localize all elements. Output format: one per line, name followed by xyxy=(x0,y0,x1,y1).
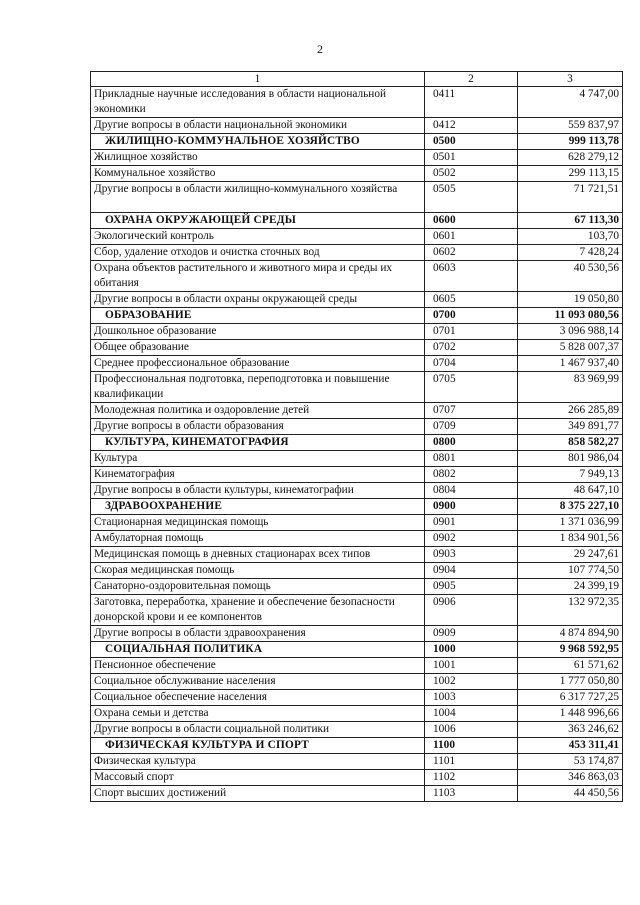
row-amount-cell: 40 530,56 xyxy=(518,261,623,292)
section-name-cell: ЗДРАВООХРАНЕНИЕ xyxy=(91,499,425,515)
table-row xyxy=(91,658,623,674)
row-code-cell: 0500 xyxy=(425,134,518,150)
row-code-cell: 0412 xyxy=(425,118,518,134)
table-row xyxy=(91,754,623,770)
row-name-cell: Другие вопросы в области образования xyxy=(91,419,425,435)
table-row xyxy=(91,786,623,802)
row-name-cell: Скорая медицинская помощь xyxy=(91,563,425,579)
row-amount-cell: 266 285,89 xyxy=(518,403,623,419)
table-row xyxy=(91,579,623,595)
row-name-cell: Профессиональная подготовка, переподготовка и повышение квалификации xyxy=(91,372,425,403)
row-amount-cell: 5 828 007,37 xyxy=(518,340,623,356)
row-name-cell: Стационарная медицинская помощь xyxy=(91,515,425,531)
table-section-row xyxy=(91,213,623,229)
section-name-cell: ОХРАНА ОКРУЖАЮЩЕЙ СРЕДЫ xyxy=(91,213,425,229)
row-name-cell: Другие вопросы в области социальной политики xyxy=(91,722,425,738)
row-amount-cell: 363 246,62 xyxy=(518,722,623,738)
table-row xyxy=(91,467,623,483)
row-code-cell: 0707 xyxy=(425,403,518,419)
row-code-cell: 0700 xyxy=(425,308,518,324)
row-amount-cell: 83 969,99 xyxy=(518,372,623,403)
row-code-cell: 0505 xyxy=(425,182,518,213)
row-amount-cell: 1 467 937,40 xyxy=(518,356,623,372)
row-code-cell: 0904 xyxy=(425,563,518,579)
row-amount-cell: 132 972,35 xyxy=(518,595,623,626)
table-row xyxy=(91,626,623,642)
row-name-cell: Массовый спорт xyxy=(91,770,425,786)
row-code-cell: 1002 xyxy=(425,674,518,690)
table-row xyxy=(91,403,623,419)
row-code-cell: 1006 xyxy=(425,722,518,738)
row-amount-cell: 7 949,13 xyxy=(518,467,623,483)
row-code-cell: 0501 xyxy=(425,150,518,166)
table-row xyxy=(91,451,623,467)
row-amount-cell: 349 891,77 xyxy=(518,419,623,435)
table-row xyxy=(91,722,623,738)
row-code-cell: 0801 xyxy=(425,451,518,467)
table-row xyxy=(91,118,623,134)
row-code-cell: 0705 xyxy=(425,372,518,403)
row-amount-cell: 453 311,41 xyxy=(518,738,623,754)
table-row xyxy=(91,563,623,579)
row-code-cell: 0704 xyxy=(425,356,518,372)
row-name-cell: Молодежная политика и оздоровление детей xyxy=(91,403,425,419)
table-row xyxy=(91,515,623,531)
row-name-cell: Физическая культура xyxy=(91,754,425,770)
row-code-cell: 1001 xyxy=(425,658,518,674)
row-amount-cell: 24 399,19 xyxy=(518,579,623,595)
row-name-cell: Среднее профессиональное образование xyxy=(91,356,425,372)
table-row xyxy=(91,150,623,166)
row-amount-cell: 11 093 080,56 xyxy=(518,308,623,324)
row-code-cell: 0802 xyxy=(425,467,518,483)
row-name-cell: Общее образование xyxy=(91,340,425,356)
row-code-cell: 1003 xyxy=(425,690,518,706)
row-name-cell: Другие вопросы в области здравоохранения xyxy=(91,626,425,642)
row-amount-cell: 4 874 894,90 xyxy=(518,626,623,642)
row-amount-cell: 3 096 988,14 xyxy=(518,324,623,340)
row-amount-cell: 67 113,30 xyxy=(518,213,623,229)
row-name-cell: Спорт высших достижений xyxy=(91,786,425,802)
row-code-cell: 0909 xyxy=(425,626,518,642)
row-amount-cell: 9 968 592,95 xyxy=(518,642,623,658)
table-row xyxy=(91,166,623,182)
row-amount-cell: 53 174,87 xyxy=(518,754,623,770)
table-row xyxy=(91,706,623,722)
table-row xyxy=(91,419,623,435)
row-name-cell: Сбор, удаление отходов и очистка сточных вод xyxy=(91,245,425,261)
table-row xyxy=(91,356,623,372)
row-code-cell: 0702 xyxy=(425,340,518,356)
row-amount-cell: 19 050,80 xyxy=(518,292,623,308)
row-name-cell: Другие вопросы в области жилищно-коммунального хозяйства xyxy=(91,182,425,213)
row-code-cell: 0903 xyxy=(425,547,518,563)
row-amount-cell: 48 647,10 xyxy=(518,483,623,499)
row-amount-cell: 1 371 036,99 xyxy=(518,515,623,531)
row-code-cell: 0603 xyxy=(425,261,518,292)
row-name-cell: Другие вопросы в области национальной экономики xyxy=(91,118,425,134)
header-col-3: 3 xyxy=(518,72,623,87)
row-name-cell: Санаторно-оздоровительная помощь xyxy=(91,579,425,595)
row-amount-cell: 1 448 996,66 xyxy=(518,706,623,722)
row-name-cell: Охрана семьи и детства xyxy=(91,706,425,722)
row-name-cell: Жилищное хозяйство xyxy=(91,150,425,166)
table-section-row xyxy=(91,738,623,754)
table-header-row xyxy=(91,72,623,87)
row-amount-cell: 4 747,00 xyxy=(518,87,623,118)
row-name-cell: Другие вопросы в области культуры, кинематографии xyxy=(91,483,425,499)
header-col-1: 1 xyxy=(91,72,425,87)
row-code-cell: 1004 xyxy=(425,706,518,722)
table-row xyxy=(91,595,623,626)
table-row xyxy=(91,182,623,213)
row-code-cell: 1100 xyxy=(425,738,518,754)
table-row xyxy=(91,292,623,308)
budget-table-body xyxy=(91,72,623,802)
row-code-cell: 0804 xyxy=(425,483,518,499)
row-amount-cell: 7 428,24 xyxy=(518,245,623,261)
table-row xyxy=(91,690,623,706)
section-name-cell: КУЛЬТУРА, КИНЕМАТОГРАФИЯ xyxy=(91,435,425,451)
row-name-cell: Медицинская помощь в дневных стационарах всех типов xyxy=(91,547,425,563)
row-code-cell: 0902 xyxy=(425,531,518,547)
row-amount-cell: 6 317 727,25 xyxy=(518,690,623,706)
row-name-cell: Экологический контроль xyxy=(91,229,425,245)
table-section-row xyxy=(91,499,623,515)
table-row xyxy=(91,372,623,403)
row-amount-cell: 107 774,50 xyxy=(518,563,623,579)
table-section-row xyxy=(91,435,623,451)
row-amount-cell: 858 582,27 xyxy=(518,435,623,451)
row-name-cell: Другие вопросы в области охраны окружающей среды xyxy=(91,292,425,308)
row-code-cell: 0411 xyxy=(425,87,518,118)
table-row xyxy=(91,483,623,499)
section-name-cell: ФИЗИЧЕСКАЯ КУЛЬТУРА И СПОРТ xyxy=(91,738,425,754)
table-row xyxy=(91,87,623,118)
row-code-cell: 0701 xyxy=(425,324,518,340)
table-row xyxy=(91,261,623,292)
row-amount-cell: 61 571,62 xyxy=(518,658,623,674)
table-row xyxy=(91,547,623,563)
row-amount-cell: 8 375 227,10 xyxy=(518,499,623,515)
table-row xyxy=(91,674,623,690)
row-name-cell: Культура xyxy=(91,451,425,467)
row-name-cell: Охрана объектов растительного и животного мира и среды их обитания xyxy=(91,261,425,292)
row-amount-cell: 1 777 050,80 xyxy=(518,674,623,690)
row-name-cell: Заготовка, переработка, хранение и обеспечение безопасности донорской крови и ее компонентов xyxy=(91,595,425,626)
row-amount-cell: 999 113,78 xyxy=(518,134,623,150)
row-amount-cell: 346 863,03 xyxy=(518,770,623,786)
page-number: 2 xyxy=(317,42,323,56)
table-row xyxy=(91,340,623,356)
row-amount-cell: 1 834 901,56 xyxy=(518,531,623,547)
row-code-cell: 1102 xyxy=(425,770,518,786)
header-col-2: 2 xyxy=(425,72,518,87)
row-code-cell: 0906 xyxy=(425,595,518,626)
row-amount-cell: 801 986,04 xyxy=(518,451,623,467)
table-row xyxy=(91,245,623,261)
row-name-cell: Социальное обеспечение населения xyxy=(91,690,425,706)
row-code-cell: 0709 xyxy=(425,419,518,435)
row-code-cell: 0600 xyxy=(425,213,518,229)
row-code-cell: 1101 xyxy=(425,754,518,770)
row-code-cell: 0605 xyxy=(425,292,518,308)
row-amount-cell: 44 450,56 xyxy=(518,786,623,802)
table-section-row xyxy=(91,134,623,150)
row-code-cell: 1000 xyxy=(425,642,518,658)
table-row xyxy=(91,324,623,340)
row-amount-cell: 559 837,97 xyxy=(518,118,623,134)
row-code-cell: 0901 xyxy=(425,515,518,531)
row-name-cell: Прикладные научные исследования в области национальной экономики xyxy=(91,87,425,118)
table-row xyxy=(91,229,623,245)
row-code-cell: 1103 xyxy=(425,786,518,802)
row-amount-cell: 29 247,61 xyxy=(518,547,623,563)
table-section-row xyxy=(91,642,623,658)
row-code-cell: 0602 xyxy=(425,245,518,261)
row-code-cell: 0601 xyxy=(425,229,518,245)
row-amount-cell: 299 113,15 xyxy=(518,166,623,182)
row-code-cell: 0900 xyxy=(425,499,518,515)
row-name-cell: Дошкольное образование xyxy=(91,324,425,340)
section-name-cell: ЖИЛИЩНО-КОММУНАЛЬНОЕ ХОЗЯЙСТВО xyxy=(91,134,425,150)
section-name-cell: ОБРАЗОВАНИЕ xyxy=(91,308,425,324)
budget-table xyxy=(90,71,623,802)
row-code-cell: 0800 xyxy=(425,435,518,451)
row-name-cell: Коммунальное хозяйство xyxy=(91,166,425,182)
row-code-cell: 0502 xyxy=(425,166,518,182)
row-name-cell: Кинематография xyxy=(91,467,425,483)
table-row xyxy=(91,531,623,547)
row-name-cell: Амбулаторная помощь xyxy=(91,531,425,547)
table-section-row xyxy=(91,308,623,324)
row-name-cell: Пенсионное обеспечение xyxy=(91,658,425,674)
row-code-cell: 0905 xyxy=(425,579,518,595)
row-amount-cell: 71 721,51 xyxy=(518,182,623,213)
row-amount-cell: 103,70 xyxy=(518,229,623,245)
row-amount-cell: 628 279,12 xyxy=(518,150,623,166)
row-name-cell: Социальное обслуживание населения xyxy=(91,674,425,690)
table-row xyxy=(91,770,623,786)
section-name-cell: СОЦИАЛЬНАЯ ПОЛИТИКА xyxy=(91,642,425,658)
